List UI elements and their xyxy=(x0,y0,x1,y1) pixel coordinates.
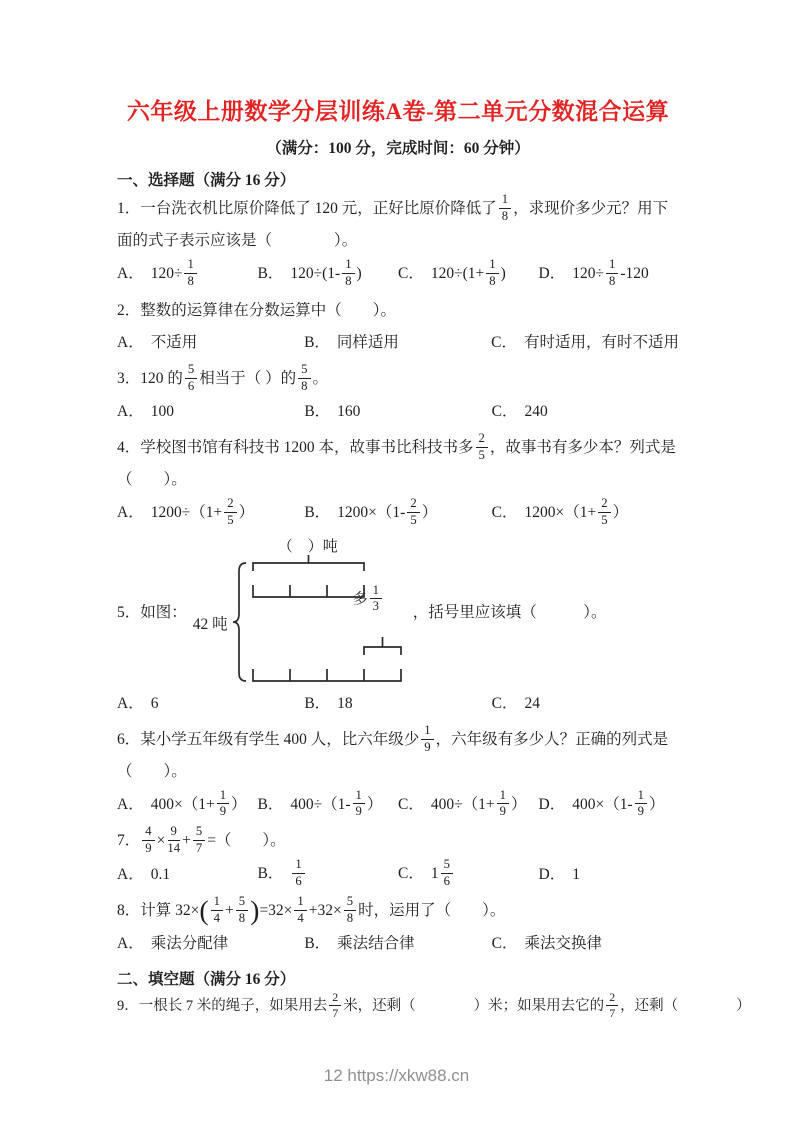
option-c xyxy=(492,928,679,959)
big-paren: ( xyxy=(199,895,209,927)
question-3 xyxy=(117,363,679,427)
option-label: C． xyxy=(491,694,518,712)
fraction: $\frac{1}{9}$ xyxy=(217,789,229,820)
option-a xyxy=(117,258,258,290)
option-label: C． xyxy=(491,503,518,521)
question-4-stem: 4．学校图书馆有科技书 1200 本，故事书比科技书多 $\frac{2}{5}$ ，故事书有多少本？列式是（ ）。 xyxy=(117,431,676,489)
option-content: 120÷ $\frac{1}{8}$ xyxy=(151,265,199,282)
option-a xyxy=(117,497,304,529)
fraction: $\frac{4}{9}$ xyxy=(142,825,154,856)
option-b xyxy=(304,497,491,529)
option-b xyxy=(258,258,399,290)
exam-info: （满分：100 分，完成时间：60 分钟） xyxy=(266,140,530,158)
question-7 xyxy=(117,825,679,890)
option-label: A． xyxy=(117,694,144,712)
option-b xyxy=(304,688,491,719)
diagram-more-label: 多 $\frac{1}{3}$ xyxy=(353,585,384,615)
option-a xyxy=(117,789,258,821)
option-b xyxy=(304,327,491,358)
question-6 xyxy=(117,724,679,821)
option-label: B． xyxy=(304,935,331,953)
fraction: $\frac{5}{8}$ xyxy=(236,895,248,926)
option-content: 24 xyxy=(524,694,540,712)
fraction: $\frac{5}{7}$ xyxy=(193,825,205,856)
option-label: C． xyxy=(491,334,517,352)
option-content: 1200×（1- $\frac{2}{5}$ ） xyxy=(337,495,438,527)
question-8-stem: 8．计算 32×( $\frac{1}{4}$ + $\frac{5}{8}$ )=32× $\frac{1}{4}$ +32× $\frac{5}{8}$ 时，运用了（ ）。 xyxy=(117,894,506,927)
option-content: 1 $\frac{5}{6}$ xyxy=(431,865,455,882)
fraction: $\frac{2}{5}$ xyxy=(407,497,419,528)
question-3-stem: 3．120 的 $\frac{5}{6}$ 相当于（ ）的 $\frac{5}{8}$ 。 xyxy=(117,362,329,394)
option-b xyxy=(304,396,491,427)
option-c xyxy=(492,497,679,529)
option-content: 160 xyxy=(337,403,361,421)
option-label: D． xyxy=(538,865,566,883)
question-7-options xyxy=(117,858,679,890)
fraction: $\frac{5}{6}$ xyxy=(441,858,453,889)
option-c xyxy=(491,327,679,358)
question-6-stem: 6．某小学五年级有学生 400 人，比六年级少 $\frac{1}{9}$ ，六年级有多少人？正确的列式是（ ）。 xyxy=(117,722,669,780)
question-1-options xyxy=(117,258,679,290)
question-4 xyxy=(117,432,679,529)
fraction: $\frac{1}{8}$ xyxy=(486,258,498,289)
question-1-stem: 1．一台洗衣机比原价降低了 120 元，正好比原价降低了 $\frac{1}{8}$ ，求现价多少元？用下面的式子表示应该是（ ）。 xyxy=(117,192,669,249)
option-label: B． xyxy=(257,795,284,813)
question-9-stem: 9．一根长 7 米的绳子，如果用去 $\frac{2}{7}$ 米，还剩（ ）米；如果用去它的 $\frac{2}{7}$ ，还剩（ ） xyxy=(117,990,751,1021)
option-d xyxy=(539,258,680,290)
fraction: $\frac{2}{7}$ xyxy=(329,991,341,1020)
question-2 xyxy=(117,295,679,359)
option-content: 有时适用，有时不适用 xyxy=(524,334,680,352)
tape-diagram xyxy=(193,535,413,687)
section-fill-header: 二、填空题（满分 16 分） xyxy=(117,971,296,989)
fraction: $\frac{1}{9}$ xyxy=(353,789,365,820)
option-content: 0.1 xyxy=(150,865,171,883)
option-content: 1200÷（1+ $\frac{2}{5}$ ） xyxy=(150,495,255,527)
question-4-options xyxy=(117,497,679,529)
fraction: $\frac{1}{6}$ xyxy=(292,858,304,889)
option-label: A． xyxy=(117,795,144,813)
question-2-stem: 2．整数的运算律在分数运算中（ ）。 xyxy=(117,301,397,319)
fraction: $\frac{2}{5}$ xyxy=(224,497,236,528)
option-content xyxy=(290,857,306,889)
option-content: 同样适用 xyxy=(336,334,399,352)
question-5 xyxy=(117,535,679,719)
option-label: C． xyxy=(491,403,518,421)
option-content: 不适用 xyxy=(150,334,198,352)
option-content: 400×（1- $\frac{1}{9}$ ） xyxy=(572,787,665,819)
option-label: B． xyxy=(304,403,331,421)
question-5-stem-lead: 5．如图： xyxy=(117,603,187,621)
page-title: 六年级上册数学分层训练A卷-第二单元分数混合运算 xyxy=(126,99,670,124)
fraction: $\frac{2}{7}$ xyxy=(606,991,618,1020)
question-5-options xyxy=(117,688,679,719)
option-content: 6 xyxy=(150,694,159,712)
option-content: 乘法分配律 xyxy=(150,935,229,953)
footer-text: 12 https://xkw88.cn xyxy=(323,1066,470,1085)
option-a xyxy=(117,859,258,890)
fraction: $\frac{1}{8}$ xyxy=(184,258,196,289)
option-label: A． xyxy=(117,865,144,883)
fraction: $\frac{5}{6}$ xyxy=(185,363,197,394)
option-label: C． xyxy=(398,264,424,282)
option-b xyxy=(258,858,399,890)
option-content: 乘法结合律 xyxy=(337,935,415,953)
fraction: $\frac{1}{4}$ xyxy=(211,895,223,926)
diagram-left-label: 42 吨 xyxy=(192,615,228,633)
fraction: $\frac{1}{3}$ xyxy=(370,584,382,614)
fraction: $\frac{9}{14}$ xyxy=(167,824,181,856)
option-c xyxy=(492,688,679,719)
worksheet-content xyxy=(117,96,751,1022)
option-content: 1200×（1+ $\frac{2}{5}$ ） xyxy=(524,495,629,527)
option-c xyxy=(492,396,679,427)
fraction: $\frac{1}{9}$ xyxy=(421,724,433,755)
option-content: 400÷（1- $\frac{1}{9}$ ） xyxy=(290,787,383,819)
fraction: $\frac{1}{9}$ xyxy=(497,789,509,820)
option-label: B． xyxy=(257,264,284,282)
option-a xyxy=(117,688,304,719)
option-d xyxy=(539,859,680,890)
option-content: 18 xyxy=(337,694,353,712)
option-label: A． xyxy=(117,403,144,421)
option-label: A． xyxy=(117,334,144,352)
option-label: C． xyxy=(491,935,518,953)
diagram-top-label: （ ）吨 xyxy=(277,538,338,555)
option-label: D． xyxy=(538,795,566,813)
fraction: $\frac{1}{8}$ xyxy=(499,193,511,224)
option-content: 100 xyxy=(150,403,174,421)
fraction: $\frac{2}{5}$ xyxy=(476,432,488,463)
option-label: D． xyxy=(538,264,566,282)
option-d xyxy=(539,789,680,821)
fraction: $\frac{5}{8}$ xyxy=(344,895,356,926)
option-content: 240 xyxy=(524,403,548,421)
option-c xyxy=(398,858,539,890)
question-8 xyxy=(117,895,679,959)
option-content: 1 xyxy=(572,865,580,883)
question-9 xyxy=(117,990,751,1022)
fraction: $\frac{1}{9}$ xyxy=(635,789,647,820)
option-a xyxy=(117,327,304,358)
question-1 xyxy=(117,193,679,290)
option-a xyxy=(117,928,304,959)
option-content: 120÷(1- $\frac{1}{8}$ ) xyxy=(290,256,362,288)
option-label: A． xyxy=(117,503,144,521)
tape-diagram-lines xyxy=(193,535,413,687)
question-7-stem: 7． $\frac{4}{9}$ × $\frac{9}{14}$ + $\frac{5}{7}$ =（ ）。 xyxy=(117,824,286,856)
fraction: $\frac{1}{4}$ xyxy=(294,895,306,926)
option-label: B． xyxy=(304,334,330,352)
page-footer xyxy=(0,1066,793,1086)
option-label: A． xyxy=(117,264,144,282)
option-label: C． xyxy=(398,865,424,883)
option-label: A． xyxy=(117,935,144,953)
option-content: 120÷(1+ $\frac{1}{8}$ ) xyxy=(430,256,506,288)
option-label: B． xyxy=(304,503,331,521)
option-label: C． xyxy=(398,795,424,813)
option-b xyxy=(304,928,491,959)
fraction: $\frac{2}{5}$ xyxy=(598,497,610,528)
option-b xyxy=(258,789,399,821)
question-2-options xyxy=(117,327,679,358)
fraction: $\frac{1}{8}$ xyxy=(342,258,354,289)
fraction: $\frac{1}{8}$ xyxy=(606,258,618,289)
option-content: 乘法交换律 xyxy=(524,935,603,953)
option-content: 400÷（1+ $\frac{1}{9}$ ） xyxy=(430,787,527,819)
fraction: $\frac{5}{8}$ xyxy=(298,363,310,394)
big-paren: ) xyxy=(250,895,260,927)
question-8-options xyxy=(117,928,679,959)
option-label: B． xyxy=(304,694,331,712)
option-label: B． xyxy=(257,865,284,883)
question-6-options xyxy=(117,789,679,821)
option-c xyxy=(398,789,539,821)
option-c xyxy=(398,258,539,290)
question-5-stem xyxy=(117,535,679,687)
question-5-stem-tail: ，括号里应该填（ ）。 xyxy=(412,603,607,621)
option-a xyxy=(117,396,304,427)
question-3-options xyxy=(117,396,679,427)
option-content: 400×（1+ $\frac{1}{9}$ ） xyxy=(150,787,247,819)
option-content: 120÷ $\frac{1}{8}$ -120 xyxy=(572,256,649,288)
section-choice-header: 一、选择题（满分 16 分） xyxy=(117,172,296,190)
